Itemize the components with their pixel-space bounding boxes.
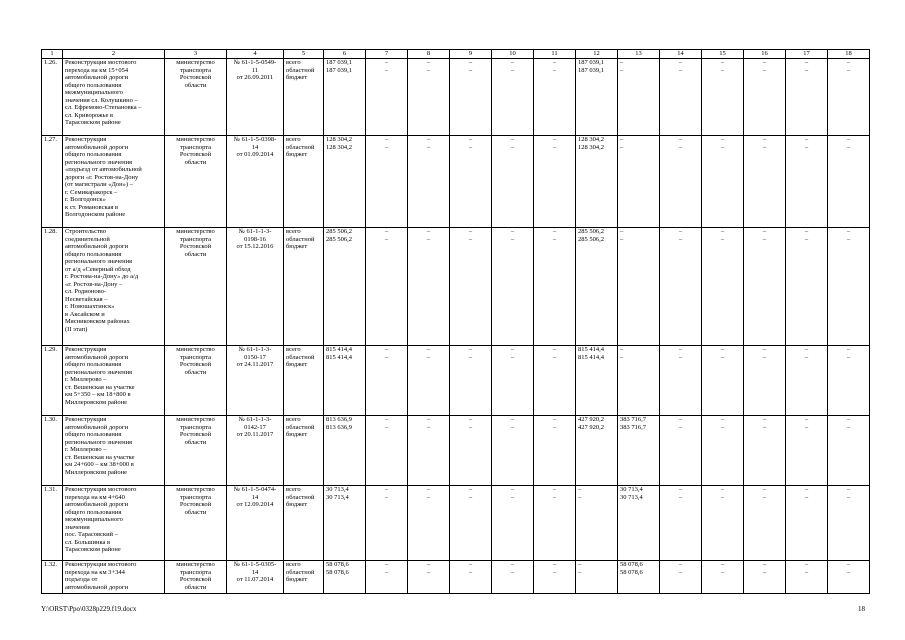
- empty-year-cell: – –: [660, 59, 702, 136]
- empty-year-cell: – –: [786, 561, 828, 594]
- empty-year-cell: – –: [534, 416, 576, 486]
- funding-source-cell: всего областной бюджет: [284, 416, 324, 486]
- empty-year-cell: – –: [786, 59, 828, 136]
- empty-year-cell: – –: [408, 561, 450, 594]
- empty-year-cell: – –: [828, 416, 870, 486]
- expertise-doc-cell: № 61-1-1-3- 0142-17 от 20.11.2017: [227, 416, 284, 486]
- empty-year-cell: – –: [534, 59, 576, 136]
- header-cell: 11: [534, 50, 576, 59]
- year-cost-cell: 128 304,2 128 304,2: [576, 136, 618, 228]
- empty-year-cell: – –: [450, 486, 492, 561]
- empty-year-cell: – –: [786, 416, 828, 486]
- empty-year-cell: – –: [366, 346, 408, 416]
- expertise-doc-cell: № 61-1-5-0474- 14 от 12.09.2014: [227, 486, 284, 561]
- funding-source-cell: всего областной бюджет: [284, 136, 324, 228]
- empty-year-cell: – –: [408, 346, 450, 416]
- empty-year-cell: – –: [702, 136, 744, 228]
- year-cost-cell: 187 039,1 187 039,1: [576, 59, 618, 136]
- column-number-header: [42, 50, 870, 59]
- empty-year-cell: – –: [492, 416, 534, 486]
- empty-year-cell: – –: [660, 416, 702, 486]
- customer-cell: министерство транспорта Ростовской области: [165, 486, 227, 561]
- object-name-cell: Реконструкция автомобильной дороги общего пользования регионального значения «подъезд от автомобильной дороги «г. Ростов-на-Дону (от магистрали «Дон») – г. Семикаракорск – г. Волгодонск» к ст. Романовская в Волгодонском районе: [63, 136, 165, 228]
- empty-year-cell: – –: [744, 416, 786, 486]
- empty-year-cell: – –: [450, 228, 492, 346]
- year-cost-cell: – –: [618, 228, 660, 346]
- header-cell: 17: [786, 50, 828, 59]
- empty-year-cell: – –: [702, 486, 744, 561]
- empty-year-cell: – –: [366, 561, 408, 594]
- year-cost-cell: 815 414,4 815 414,4: [576, 346, 618, 416]
- empty-year-cell: – –: [660, 486, 702, 561]
- empty-year-cell: – –: [660, 346, 702, 416]
- table-row: [42, 346, 870, 416]
- empty-year-cell: – –: [702, 561, 744, 594]
- table-row: [42, 228, 870, 346]
- header-cell: 9: [450, 50, 492, 59]
- year-cost-cell: 383 716,7 383 716,7: [618, 416, 660, 486]
- table-row: [42, 416, 870, 486]
- empty-year-cell: – –: [828, 346, 870, 416]
- table-row: [42, 561, 870, 594]
- empty-year-cell: – –: [450, 346, 492, 416]
- row-number-cell: 1.28.: [42, 228, 63, 346]
- empty-year-cell: – –: [534, 346, 576, 416]
- total-cost-cell: 128 304,2 128 304,2: [324, 136, 366, 228]
- header-cell: 3: [165, 50, 227, 59]
- empty-year-cell: – –: [408, 228, 450, 346]
- empty-year-cell: – –: [660, 561, 702, 594]
- funding-source-cell: всего областной бюджет: [284, 561, 324, 594]
- page-number: 18: [858, 605, 865, 613]
- funding-source-cell: всего областной бюджет: [284, 486, 324, 561]
- funding-source-cell: всего областной бюджет: [284, 59, 324, 136]
- row-number-cell: 1.27.: [42, 136, 63, 228]
- header-cell: 15: [702, 50, 744, 59]
- expertise-doc-cell: № 61-1-5-0305- 14 от 11.07.2014: [227, 561, 284, 594]
- header-cell: 16: [744, 50, 786, 59]
- year-cost-cell: – –: [618, 59, 660, 136]
- row-number-cell: 1.26.: [42, 59, 63, 136]
- total-cost-cell: 58 078,6 58 078,6: [324, 561, 366, 594]
- header-cell: 8: [408, 50, 450, 59]
- total-cost-cell: 187 039,1 187 039,1: [324, 59, 366, 136]
- year-cost-cell: – –: [618, 136, 660, 228]
- expertise-doc-cell: № 61-1-1-3- 0198-16 от 15.12.2016: [227, 228, 284, 346]
- empty-year-cell: – –: [450, 59, 492, 136]
- empty-year-cell: – –: [786, 136, 828, 228]
- empty-year-cell: – –: [366, 486, 408, 561]
- empty-year-cell: – –: [786, 346, 828, 416]
- empty-year-cell: – –: [744, 228, 786, 346]
- customer-cell: министерство транспорта Ростовской области: [165, 416, 227, 486]
- empty-year-cell: – –: [366, 228, 408, 346]
- empty-year-cell: – –: [702, 416, 744, 486]
- table-row: [42, 486, 870, 561]
- year-cost-cell: 427 920,2 427 920,2: [576, 416, 618, 486]
- empty-year-cell: – –: [534, 136, 576, 228]
- header-cell: 4: [227, 50, 284, 59]
- empty-year-cell: – –: [534, 486, 576, 561]
- empty-year-cell: – –: [828, 561, 870, 594]
- object-name-cell: Реконструкция автомобильной дороги общего пользования регионального значения г. Миллерово – ст. Вешенская на участке км 24+600 – км 38+000 в Миллеровском районе: [63, 416, 165, 486]
- year-cost-cell: 285 506,2 285 506,2: [576, 228, 618, 346]
- empty-year-cell: – –: [366, 416, 408, 486]
- empty-year-cell: – –: [492, 59, 534, 136]
- empty-year-cell: – –: [408, 416, 450, 486]
- funding-source-cell: всего областной бюджет: [284, 346, 324, 416]
- empty-year-cell: – –: [744, 561, 786, 594]
- empty-year-cell: – –: [366, 136, 408, 228]
- total-cost-cell: 813 636,9 813 636,9: [324, 416, 366, 486]
- empty-year-cell: – –: [744, 346, 786, 416]
- empty-year-cell: – –: [408, 486, 450, 561]
- year-cost-cell: – –: [576, 561, 618, 594]
- customer-cell: министерство транспорта Ростовской области: [165, 228, 227, 346]
- empty-year-cell: – –: [828, 59, 870, 136]
- total-cost-cell: 30 713,4 30 713,4: [324, 486, 366, 561]
- file-path-footer: Y:\ORST\Ppo\0328p229.f19.docx: [41, 605, 137, 613]
- year-cost-cell: 58 078,6 58 078,6: [618, 561, 660, 594]
- year-cost-cell: – –: [618, 346, 660, 416]
- total-cost-cell: 815 414,4 815 414,4: [324, 346, 366, 416]
- header-cell: 1: [42, 50, 63, 59]
- header-cell: 5: [284, 50, 324, 59]
- empty-year-cell: – –: [660, 228, 702, 346]
- empty-year-cell: – –: [660, 136, 702, 228]
- empty-year-cell: – –: [828, 136, 870, 228]
- header-cell: 18: [828, 50, 870, 59]
- empty-year-cell: – –: [744, 136, 786, 228]
- empty-year-cell: – –: [492, 486, 534, 561]
- customer-cell: министерство транспорта Ростовской области: [165, 561, 227, 594]
- empty-year-cell: – –: [702, 228, 744, 346]
- row-number-cell: 1.31.: [42, 486, 63, 561]
- empty-year-cell: – –: [408, 136, 450, 228]
- document-sheet: [41, 49, 870, 594]
- empty-year-cell: – –: [450, 416, 492, 486]
- row-number-cell: 1.29.: [42, 346, 63, 416]
- customer-cell: министерство транспорта Ростовской области: [165, 346, 227, 416]
- funding-source-cell: всего областной бюджет: [284, 228, 324, 346]
- data-table: [41, 49, 870, 594]
- header-cell: 7: [366, 50, 408, 59]
- row-number-cell: 1.32.: [42, 561, 63, 594]
- empty-year-cell: – –: [744, 59, 786, 136]
- empty-year-cell: – –: [450, 561, 492, 594]
- empty-year-cell: – –: [366, 59, 408, 136]
- header-cell: 2: [63, 50, 165, 59]
- customer-cell: министерство транспорта Ростовской области: [165, 59, 227, 136]
- row-number-cell: 1.30.: [42, 416, 63, 486]
- header-cell: 6: [324, 50, 366, 59]
- empty-year-cell: – –: [492, 228, 534, 346]
- object-name-cell: Реконструкция автомобильной дороги общего пользования регионального значения г. Миллерово – ст. Вешенская на участке км 5+350 – км 18+800 в Миллеровском районе: [63, 346, 165, 416]
- object-name-cell: Реконструкция мостового перехода на км 4+640 автомобильной дороги общего пользования межмуниципального значения пос. Тарасовский – сл. Большинка в Тарасовском районе: [63, 486, 165, 561]
- empty-year-cell: – –: [702, 346, 744, 416]
- empty-year-cell: – –: [828, 486, 870, 561]
- empty-year-cell: – –: [450, 136, 492, 228]
- empty-year-cell: – –: [492, 561, 534, 594]
- empty-year-cell: – –: [534, 561, 576, 594]
- empty-year-cell: – –: [828, 228, 870, 346]
- empty-year-cell: – –: [786, 228, 828, 346]
- expertise-doc-cell: № 61-1-5-0549- 11 от 26.09.2011: [227, 59, 284, 136]
- total-cost-cell: 285 506,2 285 506,2: [324, 228, 366, 346]
- object-name-cell: Реконструкция мостового перехода на км 15+054 автомобильной дороги общего пользования межмуниципального значения сл. Колушкино – сл. Ефремово-Степановка – сл. Криворожье в Тарасовском районе: [63, 59, 165, 136]
- table-row: [42, 136, 870, 228]
- expertise-doc-cell: № 61-1-5-0398- 14 от 01.09.2014: [227, 136, 284, 228]
- object-name-cell: Строительство соединительной автомобильной дороги общего пользования регионального значения от а/д «Северный обход г. Ростова-на-Дону» до а/д «г. Ростов-на-Дону – сл. Родионово- Несветайская – г. Новошахтинск» в Аксайском и Мясниковском районах (II этап): [63, 228, 165, 346]
- empty-year-cell: – –: [492, 136, 534, 228]
- object-name-cell: Реконструкция мостового перехода на км 3+344 подъезда от автомобильной дороги: [63, 561, 165, 594]
- empty-year-cell: – –: [534, 228, 576, 346]
- table-row: [42, 59, 870, 136]
- empty-year-cell: – –: [744, 486, 786, 561]
- empty-year-cell: – –: [408, 59, 450, 136]
- header-cell: 13: [618, 50, 660, 59]
- empty-year-cell: – –: [702, 59, 744, 136]
- empty-year-cell: – –: [492, 346, 534, 416]
- customer-cell: министерство транспорта Ростовской области: [165, 136, 227, 228]
- header-cell: 12: [576, 50, 618, 59]
- year-cost-cell: 30 713,4 30 713,4: [618, 486, 660, 561]
- empty-year-cell: – –: [786, 486, 828, 561]
- year-cost-cell: – –: [576, 486, 618, 561]
- header-cell: 14: [660, 50, 702, 59]
- expertise-doc-cell: № 61-1-1-3- 0150-17 от 24.11.2017: [227, 346, 284, 416]
- header-cell: 10: [492, 50, 534, 59]
